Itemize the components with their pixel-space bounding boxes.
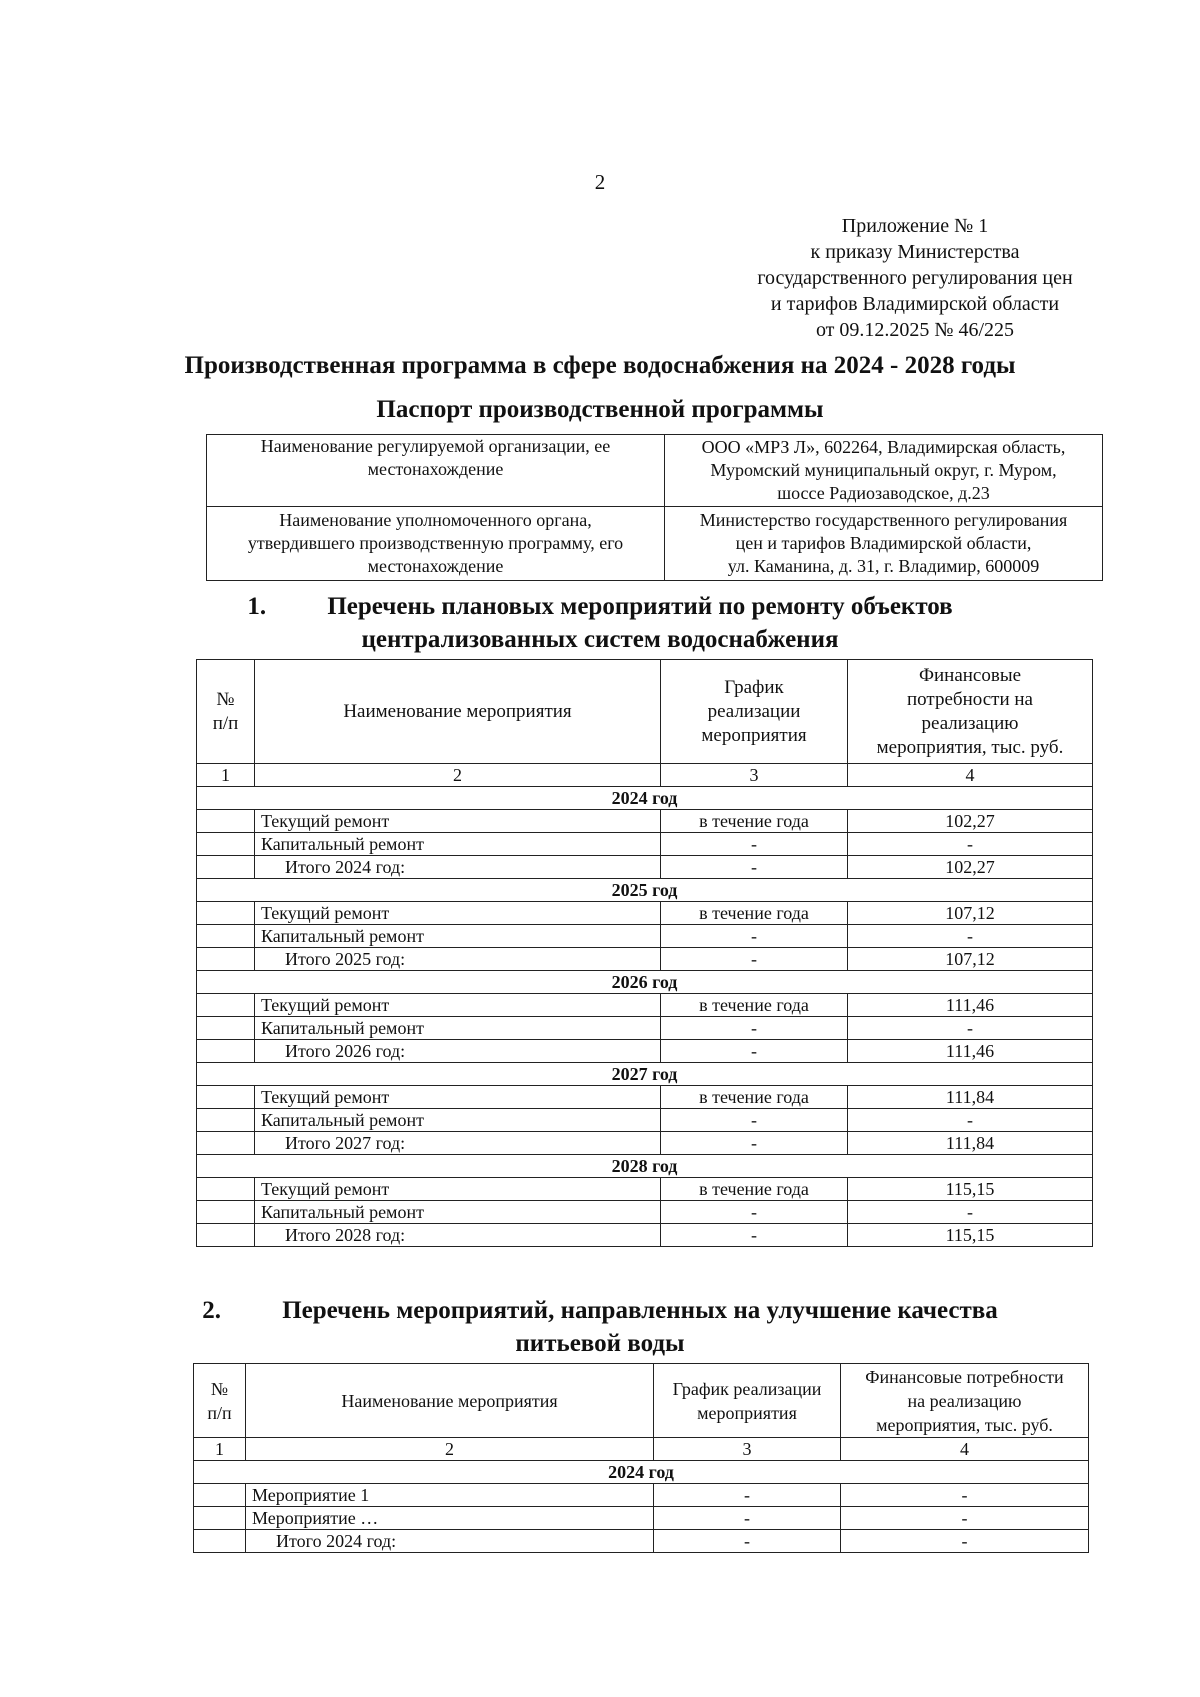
activity-name: Итого 2024 год: xyxy=(246,1530,654,1553)
table-row xyxy=(197,833,1093,856)
passport-title: Паспорт производственной программы xyxy=(376,396,824,423)
passport-row xyxy=(207,435,1103,507)
column-number-row xyxy=(197,764,1093,787)
table-header-row xyxy=(194,1364,1089,1438)
schedule-cell: в течение года xyxy=(661,994,848,1017)
schedule-cell: - xyxy=(661,925,848,948)
finance-cell: 115,15 xyxy=(848,1178,1093,1201)
text-line: цен и тарифов Владимирской области, xyxy=(735,533,1032,553)
text-line: местонахождение xyxy=(367,556,504,576)
schedule-cell: - xyxy=(661,1132,848,1155)
finance-cell: - xyxy=(848,1109,1093,1132)
num-cell xyxy=(197,1040,255,1063)
total-row xyxy=(197,1132,1093,1155)
table-header-row xyxy=(197,660,1093,764)
table-row xyxy=(197,994,1093,1017)
schedule-cell: - xyxy=(661,1224,848,1247)
finance-cell: - xyxy=(841,1530,1089,1553)
text-line: Министерство государственного регулирования xyxy=(699,510,1068,530)
header-schedule xyxy=(654,1364,841,1438)
activity-name: Капитальный ремонт xyxy=(255,833,661,856)
column-number-row xyxy=(194,1438,1089,1461)
schedule-cell: - xyxy=(654,1507,841,1530)
text-line: Наименование регулируемой организации, ее xyxy=(260,436,611,456)
appendix-line: государственного регулирования цен xyxy=(757,267,1073,289)
text-line: Наименование мероприятия xyxy=(343,700,572,722)
column-number: 1 xyxy=(194,1438,246,1461)
total-row xyxy=(197,948,1093,971)
text-line: № xyxy=(216,688,235,710)
section1-number: 1. xyxy=(247,593,267,620)
finance-cell: 111,46 xyxy=(848,1040,1093,1063)
year-row xyxy=(197,1063,1093,1086)
passport-value xyxy=(665,507,1103,581)
finance-cell: - xyxy=(848,1201,1093,1224)
section2-number: 2. xyxy=(202,1297,221,1324)
column-number: 2 xyxy=(255,764,661,787)
num-cell xyxy=(197,1201,255,1224)
page-number: 2 xyxy=(594,170,606,194)
text-line: мероприятия, тыс. руб. xyxy=(876,1414,1053,1435)
table-row xyxy=(197,810,1093,833)
activity-name: Текущий ремонт xyxy=(255,994,661,1017)
passport-label xyxy=(207,507,665,581)
header-name xyxy=(246,1364,654,1438)
year-row xyxy=(197,1155,1093,1178)
schedule-cell: - xyxy=(661,856,848,879)
text-line: местонахождение xyxy=(367,459,504,479)
finance-cell: 102,27 xyxy=(848,856,1093,879)
table-row xyxy=(197,1086,1093,1109)
year-label: 2024 год xyxy=(197,787,1093,810)
table-row xyxy=(197,925,1093,948)
num-cell xyxy=(197,1017,255,1040)
year-label: 2025 год xyxy=(197,879,1093,902)
text-line: № xyxy=(210,1378,229,1399)
num-cell xyxy=(194,1530,246,1553)
finance-cell: 107,12 xyxy=(848,902,1093,925)
passport-value xyxy=(665,435,1103,507)
text-line: утвердившего производственную программу, его xyxy=(247,533,624,553)
year-label: 2027 год xyxy=(197,1063,1093,1086)
finance-cell: - xyxy=(848,833,1093,856)
finance-cell: - xyxy=(841,1507,1089,1530)
activity-name: Капитальный ремонт xyxy=(255,1017,661,1040)
schedule-cell: в течение года xyxy=(661,902,848,925)
appendix-line: от 09.12.2025 № 46/225 xyxy=(815,319,1015,341)
text-line: Финансовые потребности xyxy=(865,1366,1064,1387)
activity-name: Текущий ремонт xyxy=(255,810,661,833)
table-row xyxy=(197,1017,1093,1040)
text-line: Наименование уполномоченного органа, xyxy=(279,510,592,530)
num-cell xyxy=(197,1109,255,1132)
year-row xyxy=(197,787,1093,810)
text-line: График xyxy=(724,676,784,698)
column-number: 3 xyxy=(661,764,848,787)
header-finance xyxy=(848,660,1093,764)
text-line: шоссе Радиозаводское, д.23 xyxy=(777,483,990,503)
text-line: мероприятия xyxy=(697,1402,797,1423)
document-title: Производственная программа в сфере водоснабжения на 2024 - 2028 годы xyxy=(184,352,1016,379)
activity-name: Итого 2028 год: xyxy=(255,1224,661,1247)
num-cell xyxy=(197,810,255,833)
activity-name: Мероприятие 1 xyxy=(246,1484,654,1507)
total-row xyxy=(197,1224,1093,1247)
schedule-cell: - xyxy=(661,1040,848,1063)
year-row xyxy=(197,971,1093,994)
activity-name: Текущий ремонт xyxy=(255,1178,661,1201)
total-row xyxy=(197,856,1093,879)
text-line: реализацию xyxy=(921,712,1019,734)
header-num xyxy=(197,660,255,764)
num-cell xyxy=(197,925,255,948)
schedule-cell: - xyxy=(654,1530,841,1553)
text-line: ул. Каманина, д. 31, г. Владимир, 600009 xyxy=(727,556,1040,576)
finance-cell: 111,84 xyxy=(848,1086,1093,1109)
text-line: ООО «МРЗ Л», 602264, Владимирская область, xyxy=(701,437,1066,457)
appendix-line: к приказу Министерства xyxy=(810,241,1020,263)
table-row xyxy=(194,1507,1089,1530)
header-schedule xyxy=(661,660,848,764)
activity-name: Капитальный ремонт xyxy=(255,1201,661,1224)
activity-name: Итого 2025 год: xyxy=(255,948,661,971)
text-line: мероприятия xyxy=(701,724,807,746)
finance-cell: - xyxy=(848,925,1093,948)
column-number: 2 xyxy=(246,1438,654,1461)
schedule-cell: - xyxy=(661,1201,848,1224)
activity-name: Итого 2026 год: xyxy=(255,1040,661,1063)
section1-title-line: Перечень плановых мероприятий по ремонту объектов xyxy=(327,593,953,620)
finance-cell: - xyxy=(848,1017,1093,1040)
num-cell xyxy=(197,1132,255,1155)
num-cell xyxy=(194,1507,246,1530)
table-row xyxy=(197,1178,1093,1201)
finance-cell: 111,84 xyxy=(848,1132,1093,1155)
column-number: 1 xyxy=(197,764,255,787)
schedule-cell: в течение года xyxy=(661,1086,848,1109)
year-label: 2028 год xyxy=(197,1155,1093,1178)
num-cell xyxy=(197,856,255,879)
water-quality-table xyxy=(193,1363,1089,1553)
schedule-cell: в течение года xyxy=(661,810,848,833)
text-line: Наименование мероприятия xyxy=(341,1390,558,1411)
text-line: на реализацию xyxy=(907,1390,1022,1411)
schedule-cell: - xyxy=(654,1484,841,1507)
activity-name: Текущий ремонт xyxy=(255,1086,661,1109)
text-line: График реализации xyxy=(672,1378,822,1399)
section1-title-line: централизованных систем водоснабжения xyxy=(361,626,839,653)
column-number: 4 xyxy=(848,764,1093,787)
num-cell xyxy=(197,1086,255,1109)
num-cell xyxy=(194,1484,246,1507)
activity-name: Итого 2027 год: xyxy=(255,1132,661,1155)
num-cell xyxy=(197,833,255,856)
section2-title xyxy=(0,1294,1200,1360)
year-label: 2026 год xyxy=(197,971,1093,994)
activity-name: Мероприятие … xyxy=(246,1507,654,1530)
activity-name: Капитальный ремонт xyxy=(255,1109,661,1132)
finance-cell: 115,15 xyxy=(848,1224,1093,1247)
column-number: 4 xyxy=(841,1438,1089,1461)
passport-label xyxy=(207,435,665,507)
activity-name: Капитальный ремонт xyxy=(255,925,661,948)
schedule-cell: в течение года xyxy=(661,1178,848,1201)
section2-title-line: Перечень мероприятий, направленных на улучшение качества xyxy=(282,1297,998,1324)
activity-name: Текущий ремонт xyxy=(255,902,661,925)
column-number: 3 xyxy=(654,1438,841,1461)
finance-cell: 111,46 xyxy=(848,994,1093,1017)
table-row xyxy=(194,1484,1089,1507)
table-row xyxy=(197,902,1093,925)
header-finance xyxy=(841,1364,1089,1438)
table-row xyxy=(197,1201,1093,1224)
text-line: мероприятия, тыс. руб. xyxy=(876,736,1064,758)
finance-cell: - xyxy=(841,1484,1089,1507)
activity-name: Итого 2024 год: xyxy=(255,856,661,879)
table-row xyxy=(197,1109,1093,1132)
passport-table xyxy=(206,434,1103,581)
total-row xyxy=(194,1530,1089,1553)
text-line: п/п xyxy=(212,712,239,734)
passport-row xyxy=(207,507,1103,581)
total-row xyxy=(197,1040,1093,1063)
repair-plan-table xyxy=(196,659,1093,1247)
header-num xyxy=(194,1364,246,1438)
num-cell xyxy=(197,948,255,971)
schedule-cell: - xyxy=(661,833,848,856)
num-cell xyxy=(197,1224,255,1247)
appendix-line: и тарифов Владимирской области xyxy=(770,293,1060,315)
finance-cell: 102,27 xyxy=(848,810,1093,833)
finance-cell: 107,12 xyxy=(848,948,1093,971)
text-line: п/п xyxy=(207,1402,232,1423)
section1-title xyxy=(0,590,1200,656)
num-cell xyxy=(197,994,255,1017)
year-row xyxy=(197,879,1093,902)
num-cell xyxy=(197,902,255,925)
appendix-line: Приложение № 1 xyxy=(841,215,989,237)
year-row xyxy=(194,1461,1089,1484)
num-cell xyxy=(197,1178,255,1201)
year-label: 2024 год xyxy=(194,1461,1089,1484)
text-line: Финансовые xyxy=(918,664,1022,686)
schedule-cell: - xyxy=(661,1017,848,1040)
text-line: потребности на xyxy=(907,688,1033,710)
section2-title-line: питьевой воды xyxy=(515,1330,685,1357)
header-name xyxy=(255,660,661,764)
schedule-cell: - xyxy=(661,1109,848,1132)
text-line: Муромский муниципальный округ, г. Муром, xyxy=(710,460,1057,480)
text-line: реализации xyxy=(707,700,801,722)
schedule-cell: - xyxy=(661,948,848,971)
appendix-block xyxy=(700,213,1130,343)
